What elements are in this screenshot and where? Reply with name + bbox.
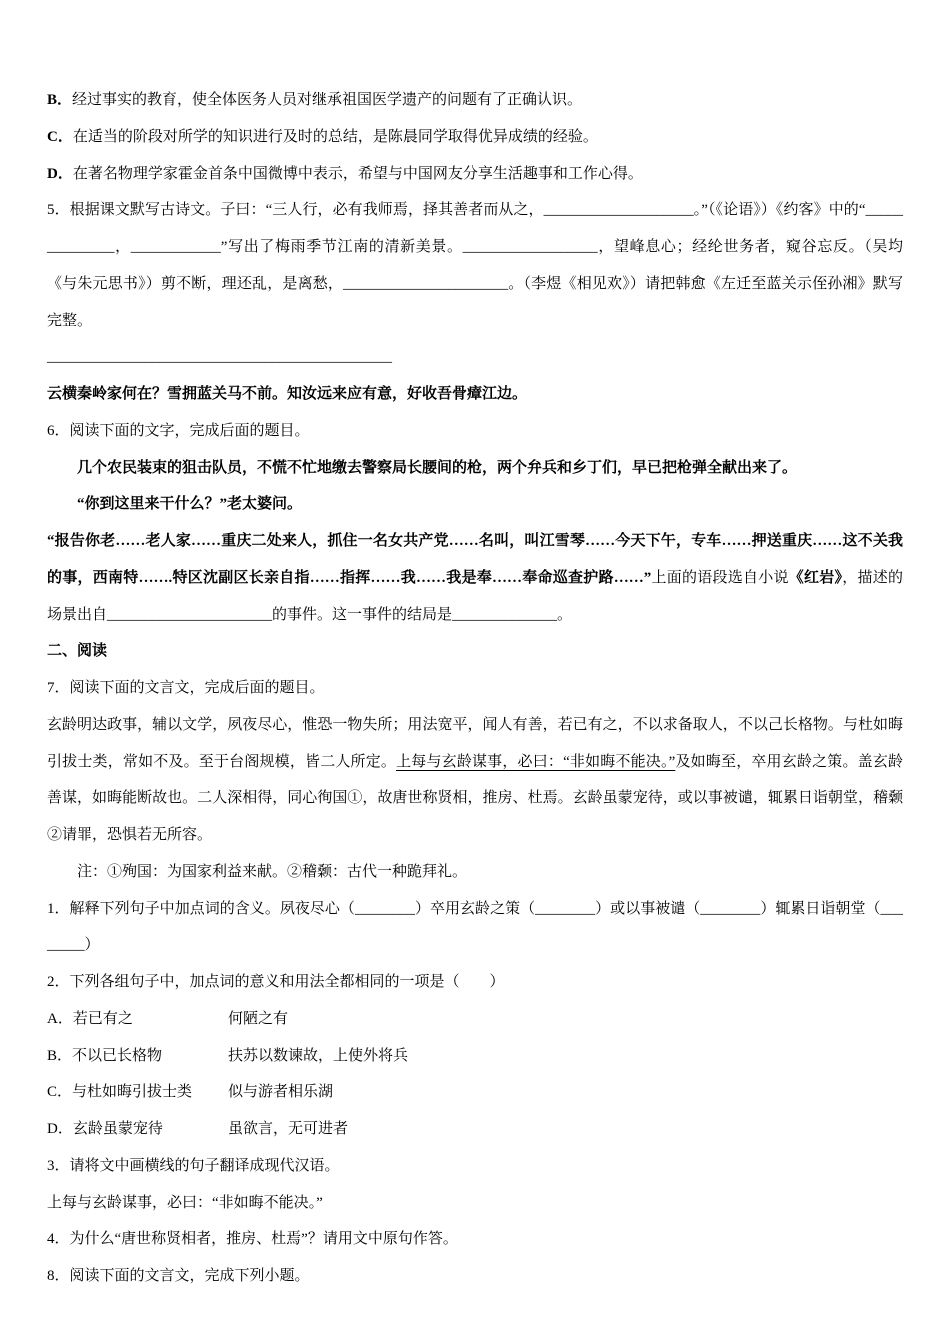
option-left: D．玄龄虽蒙宠待 xyxy=(47,1121,163,1137)
document-body xyxy=(47,82,903,1295)
novel-passage-line-1 xyxy=(47,450,903,487)
text-run: 2．下列各组句子中，加点词的意义和用法全都相同的一项是（ ） xyxy=(47,974,505,990)
answer-blank-line xyxy=(47,339,903,376)
question-8 xyxy=(47,1258,903,1295)
option-right: 虽欲言，无可进者 xyxy=(228,1121,349,1137)
question-text: ，描述的场景出自______________________的事件。这一事件的结局是______________。 xyxy=(47,569,903,623)
text-run: “你到这里来干什么？”老太婆问。 xyxy=(77,496,303,513)
passage-note xyxy=(47,854,903,891)
quoted-speech: “报告你老……老人家……重庆二处来人，抓住一名女共产党……名叫，叫江雪琴……今天下午，专车……押送重庆……这不关我的事，西南特…….特区沈副区长亲自指……指挥……我……我是奉……奉命巡查护路……” xyxy=(47,533,903,586)
option-c xyxy=(47,119,903,156)
section-heading-reading xyxy=(47,633,903,670)
novel-passage-line-2 xyxy=(47,486,903,523)
book-title: 《红岩》 xyxy=(788,569,843,586)
passage-text: 及如晦至，卒用玄龄之策。盖玄龄善谋，如晦能断故也。二人深相得，同心徇国①，故唐世称贤相，推房、杜焉。玄龄虽蒙宠待，或以事被谴，辄累日诣朝堂，稽颡②请罪，恐惧若无所容。 xyxy=(47,753,903,843)
q2-option-a xyxy=(47,1001,903,1038)
option-d xyxy=(47,156,903,193)
option-text: 经过事实的教育，使全体医务人员对继承祖国医学遗产的问题有了正确认识。 xyxy=(72,92,583,108)
text-run: 6．阅读下面的文字，完成后面的题目。 xyxy=(47,422,310,439)
q2-option-b xyxy=(47,1038,903,1075)
option-right: 何陋之有 xyxy=(228,1010,289,1027)
option-text: 在著名物理学家霍金首条中国微博中表示，希望与中国网友分享生活趣事和工作心得。 xyxy=(72,165,643,182)
option-right: 似与游者相乐湖 xyxy=(228,1084,334,1101)
option-right: 扶苏以数谏故，上使外将兵 xyxy=(228,1047,409,1064)
option-letter: B． xyxy=(47,92,73,108)
novel-passage-line-3 xyxy=(47,523,903,633)
classical-passage xyxy=(47,707,903,854)
option-letter: C． xyxy=(47,128,73,145)
question-7 xyxy=(47,670,903,707)
poem-answer xyxy=(47,376,903,413)
text-run: 5．根据课文默写古诗文。子曰：“三人行，必有我师焉，择其善者而从之，____________________。”（《论语》）《约客》中的“______________，____________”写出了梅雨季节江南的清新美景。__________________，望峰息心；经纶世务者，窥谷忘反。（吴均《与朱元思书》）剪不断，理还乱，是离愁，______________________。（李煜《相见欢》）请把韩愈《左迁至蓝关示侄孙湘》默写完整。 xyxy=(47,202,903,329)
text-run: 8．阅读下面的文言文，完成下列小题。 xyxy=(47,1268,310,1284)
underlined-sentence: 上每与玄龄谋事，必曰：“非如晦不能决。” xyxy=(396,753,676,770)
option-left: C．与杜如晦引拔士类 xyxy=(47,1084,193,1101)
text-run: 4．为什么“唐世称贤相者，推房、杜焉”？请用文中原句作答。 xyxy=(47,1231,458,1248)
text-run: 几个农民装束的狙击队员，不慌不忙地缴去警察局长腰间的枪，两个弁兵和乡丁们，早已把枪弹全献出来了。 xyxy=(77,459,798,476)
passage-text: 玄龄明达政事，辅以文学，夙夜尽心，惟恐一物失所；用法宽平，闻人有善，若已有之，不以求备取人，不以己长格物。与杜如晦引拔士类，常如不及。至于台阁规模，皆二人所定。 xyxy=(47,716,903,770)
option-b xyxy=(47,82,903,119)
option-left: B．不以已长格物 xyxy=(47,1047,163,1064)
option-letter: D． xyxy=(47,165,73,182)
text-run: ______________________________________________ xyxy=(47,349,392,366)
sub-question-4 xyxy=(47,1221,903,1258)
q2-option-c xyxy=(47,1074,903,1111)
q2-option-d xyxy=(47,1111,903,1148)
sub-question-1 xyxy=(47,891,903,965)
text-run: 二、阅读 xyxy=(47,643,108,660)
question-6 xyxy=(47,413,903,450)
question-5 xyxy=(47,192,903,339)
text-run: 云横秦岭家何在？雪拥蓝关马不前。知汝远来应有意，好收吾骨瘴江边。 xyxy=(47,386,528,402)
sub-question-2 xyxy=(47,964,903,1001)
text-run: 7．阅读下面的文言文，完成后面的题目。 xyxy=(47,680,325,696)
text-run: 1．解释下列句子中加点词的含义。夙夜尽心（________）卒用玄龄之策（________）或以事被谴（________）辄累日诣朝堂（________） xyxy=(47,900,903,954)
question-text: 上面的语段选自小说 xyxy=(651,569,789,586)
option-text: 在适当的阶段对所学的知识进行及时的总结，是陈晨同学取得优异成绩的经验。 xyxy=(72,128,598,145)
text-run: 上每与玄龄谋事，必曰：“非如晦不能决。” xyxy=(47,1194,323,1211)
text-run: 3．请将文中画横线的句子翻译成现代汉语。 xyxy=(47,1157,340,1174)
q3-sentence xyxy=(47,1185,903,1222)
sub-question-3 xyxy=(47,1148,903,1185)
option-left: A．若已有之 xyxy=(47,1010,133,1027)
text-run: 注：①殉国：为国家利益来献。②稽颡：古代一种跪拜礼。 xyxy=(77,863,468,880)
